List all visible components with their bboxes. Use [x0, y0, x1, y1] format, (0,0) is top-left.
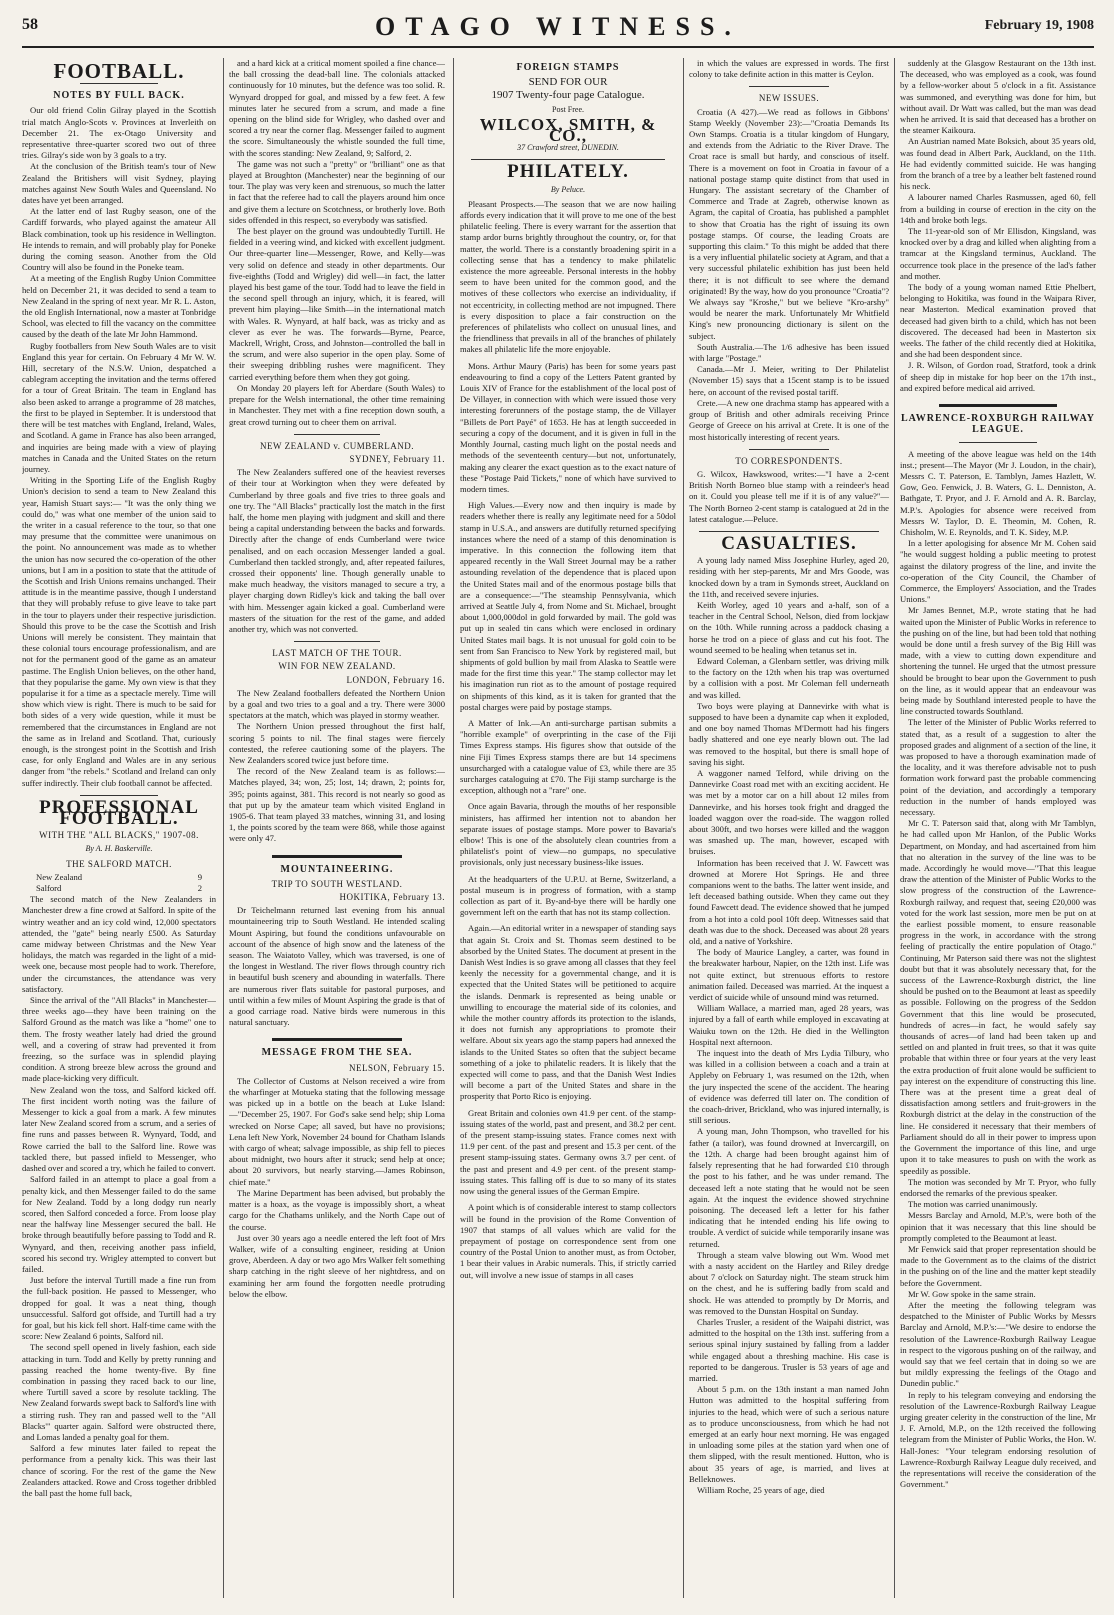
rule — [959, 442, 1037, 443]
rule — [80, 795, 158, 796]
paragraph: At the headquarters of the U.P.U. at Berne, Switzerland, a postal museum is in progress of formation, with a stamp collection as part of it. By-and-bye there will be hardly one government left on the earth that has not its stamp collection. — [460, 873, 676, 918]
salford-body — [22, 894, 216, 1499]
paragraph: G. Wilcox, Hawkswood, writes:—"I have a 2-cent British North Borneo blue stamp with a reindeer's head on it. Could you please tell me if it is of any value?"—The North Borneo 2-cent stamp is catalogued at 2d in the latest catalogue.—Peluce. — [689, 468, 889, 524]
paragraph: In a letter apologising for absence Mr M. Cohen said "he would suggest holding a public meeting to protest against the dilatory progress of the line, and invite the co-operation of the City Council, the Chamber of Commerce, the Employers' Association, and the Trades Unions." — [900, 538, 1096, 605]
new-issues-heading: NEW ISSUES. — [758, 93, 820, 104]
paragraph: Two boys were playing at Dannevirke with what is supposed to have been a dynamite cap when it exploded, and one boy named Thomas M'Dermott had his fingers badly shattered and one eye nearly blown out. The lad was removed to the hospital, but there is small hope of saving his sight. — [689, 700, 889, 767]
paragraph: South Australia.—The 1/6 adhesive has been issued with large "Postage." — [689, 341, 889, 364]
paragraph: Crete.—A new one drachma stamp has appeared with a group of British and other admirals receiving Prince George of Greece on his arrival at Crete. It is one of the most historically interesting of recent years. — [689, 397, 889, 442]
paragraph: Since the arrival of the "All Blacks" in Manchester—three weeks ago—they have been training on the Salford Ground as the match was like a "home" one to them. The frosty weather lately had dried the ground well, and a covering of straw had prevented it from freezing, so the surface was in splendid playing condition. A strong breeze blew across the ground and made place-kicking very difficult. — [22, 995, 216, 1084]
paragraph: New Zealand won the toss, and Salford kicked off. The first incident worth noting was the failure of Messenger to kick a goal from a mark. A few minutes later New Zealand scored from a scrum, and a series of fine runs and passes between R. Wynyard, Todd, and Rowe carried the ball to the Salford line. Rowe was tackled there, but passed infield to Messenger, who dashed over and scored a try, which he failed to convert. — [22, 1084, 216, 1174]
dateline: HOKITIKA, February 13. — [339, 892, 445, 903]
paragraph: Once again Bavaria, through the mouths of her responsible ministers, has affirmed her intention not to abandon her separate issues of postage stamps. More power to Bavaria's elbow! This is one of the absolutely clean countries from a philatelist's point of view—no gumpaps, no speculative provisionals, only just necessary business-like issues. — [460, 801, 676, 868]
mountaineering-heading: MOUNTAINEERING. — [280, 863, 394, 875]
sea-heading: MESSAGE FROM THE SEA. — [261, 1047, 413, 1059]
paragraph: Mr C. T. Paterson said that, along with Mr Tamblyn, he had called upon Mr Hanlon, of the Public Works Department, on Monday, and had ascertained from him that no alteration in the survey of the line was to be made. Accordingly he would move—"That this league draw the attention of the Minister of Public Works to the slow progress of the construction of the Lawrence-Roxburgh railway, and request that, seeing £20,000 was voted for the work last session, more men be put on at the earliest possible moment, to ensure reasonable progress in the work, in accordance with the strong feeling of practically the entire population of Otago." Continuing, Mr Paterson said there was not the slightest doubt but that it was absolutely necessary that, for the success of the Lawrence-Roxburgh district, the line should be pushed on to the Beaumont at least as speedily as possible. Following on the progress of the Seddon Government that this line would be prosecuted, hundreds of acres—in fact, he would safely say thousands of acres—of land had been taken up and settled on and planted in fruit trees, so that it was quite probable that within three or four years at the very least the extra production of fruit alone would be sufficient to pay interest on the expenditure of constructing this line. There was at the present time a great deal of dissatisfaction among settlers and fruit-growers in the Roxburgh district at the delay in the construction of the line. He considered it necessary that their members of Parliament should do all in their power to impress upon the Government the importance of this line, and urge upon it to take measures to push on with the work as speedily as possible. — [900, 818, 1096, 1176]
rule — [272, 855, 402, 858]
paragraph: suddenly at the Glasgow Restaurant on the 13th inst. The deceased, who was employed as a cook, was found by a fellow-worker about 5 o'clock in a fit. Assistance was summoned, and everything was done for him, but without avail. Dr Watt was called, but the man was dead when he arrived. It is said that deceased has a brother on the steamer Kaikoura. — [900, 58, 1096, 136]
paragraph: Salford failed in an attempt to place a goal from a penalty kick, and then Messenger failed to do the same for New Zealand. Todd by a long dodgy run nearly scored, then Salford conceded a force. From loose play near the halfway line Messenger secured the ball. He broke through beautifully before passing to Todd and R. Wynyard, and then, receiving another pass infield, scored his second try. Wrigley attempted to convert but failed. — [22, 1174, 216, 1274]
correspondents-heading: TO CORRESPONDENTS. — [735, 455, 843, 466]
new-issues-body — [689, 107, 889, 443]
paragraph: Through a steam valve blowing out Wm. Wood met with a nasty accident on the Hartley and Riley dredge about 7 o'clock on Saturday night. The steam struck him on the chest, and he is suffering badly from scald and shock. He was attended to promptly by Dr Morris, and was removed to the Dunstan Hospital on Sunday. — [689, 1249, 889, 1316]
column-divider — [453, 58, 454, 1598]
paragraph: The body of Maurice Langley, a carter, was found in the breakwater harbour, Napier, on the 12th inst. Life was not quite extinct, but strenuous efforts to restore animation failed. Deceased was married. At the inquest a verdict of suicide while of unsound mind was returned. — [689, 947, 889, 1003]
paragraph: A meeting of the above league was held on the 14th inst.; present—The Mayor (Mr J. Loudon, in the chair), Messrs C. T. Paterson, E. Tamblyn, James Hazlett, W. Gow, Geo. Fenwick, J. B. Waters, G. L. Denniston, A. Bathgate, T. Pryor, and J. F. Arnold and A. R. Barclay, M.P.'s. Apologies for absence were received from Messrs W. Taylor, D. E. Theomin, M. Cohen, R. Chisholm, W. E. Reynolds, and T. K. Sidey, M.P. — [900, 448, 1096, 537]
section-heading-philately: PHILATELY. — [507, 161, 629, 183]
byline: By A. H. Baskerville. — [85, 844, 153, 854]
paragraph: After the meeting the following telegram was despatched to the Minister of Public Works by Messrs Barclay and Arnold, M.P.'s:—"We desire to endorse the resolution of the Lawrence-Roxburgh Railway League in respect to the vigorous pushing on of the railway, and would say that we feel certain that in doing so we are but mildly expressing the feelings of the Otago and Dunedin public." — [900, 1299, 1096, 1389]
paragraph: A labourer named Charles Rasmussen, aged 60, fell from a building in course of erection in the city on the 14th and broke both legs. — [900, 192, 1096, 225]
paragraph: Again.—An editorial writer in a newspaper of standing says that again St. Croix and St. Thomas seem destined to be absorbed by the United States. The document at present in the Danish West Indies is so grave among all classes that they feel keenly the necessity for a governmental change, and it is expected that the United States will be petitioned to acquire the islands. Denmark is represented as being unable or unwilling to encourage the material side of its colonies, and while the mother country affords its protection to the islands, it does not furnish any appropriations to promote their welfare. About six years ago the stamp papers had annexed the islands to the United States so often that the subject became something of a joke to philatelic readers. It is likely that the expected will come to pass, and that the Danish West Indies will become a part of the United States and share in the prosperity that Porto Rico is enjoying. — [460, 923, 676, 1102]
paragraph: The letter of the Minister of Public Works referred to stated that, as a result of a suggestion to alter the proposed grades and alignment of a section of the line, it was proposed to have a thorough examination made of the locality, and it was therefore advisable not to push formation work forward past the probable commencing point of the deviation, and accordingly a temporary reduction in the number of hands employed was necessary. — [900, 717, 1096, 817]
paragraph: Writing in the Sporting Life of the English Rugby Union's decision to send a team to New Zealand this year, Hamish Stuart says:— "It was the only thing we could do," was what one member of the union said to the writer in a casual reference to the tour, so that one may presume that the committee were unanimous on the point. No announcement was made as to whether the union has now secured the co-operation of the other unions, but I am in a position to state that the attitude of the Scottish and Irish Unions remains unchanged. Their attitude is in the meantime passive, though I understand that they will probably refuse to give leave to take part in the tour to players under their respective jurisdiction. Should this prove to be the case the Scottish and Irish Unions will merely be consistent. They maintain that these colonial tours encourage professionalism, and are not for the permanent good of the game as an amateur pastime. The English Union believes, on the other hand, that they popularise the game. My own view is that they popularise it for a time as a spectacle merely. Time will show which view is right. There is much to be said for both sides of a very wide question, while it must be remembered that the circumstances in England are not the same as in Ireland and Scotland. That, curiously enough, is the strongest point in the Scottish and Irish case, for only England and Wales are in any serious danger from "the rebels." Scotland and Ireland can only suffer indirectly. Their club football cannot be affected. — [22, 475, 216, 788]
salford-continued — [229, 58, 445, 428]
ad-line: SEND FOR OUR — [528, 76, 608, 89]
paragraph: A young man, John Thompson, who travelled for his father (a tailor), was found drowned at Invercargill, on the 12th. A charge had been brought against him of falsely representing that he had forwarded £10 through the post to his father, and he was under remand. The deceased left a note stating that he would not be seen again. At the inquest the evidence showed strychnine poisoning. The deceased left a letter for his father indicating that he intended ending his life owing to trouble. A verdict of suicide while temporarily insane was returned. — [689, 1126, 889, 1249]
dateline: SYDNEY, February 11. — [349, 453, 445, 464]
ad-line: 1907 Twenty-four page Catalogue. — [491, 89, 645, 102]
rule — [471, 159, 665, 160]
rule — [294, 641, 380, 642]
ad-heading: FOREIGN STAMPS — [516, 62, 620, 73]
column-3 — [460, 58, 676, 1603]
rule — [749, 86, 829, 87]
paragraph: Our old friend Colin Gilray played in the Scottish trial match Anglo-Scots v. Provinces at Inverleith on December 21. The ex-Otago University and representative three-quarter scored two out of three tries. Gilray's side won by 3 goals to a try. — [22, 105, 216, 161]
score-line — [22, 883, 216, 894]
paragraph: The 11-year-old son of Mr Ellisdon, Kingsland, was knocked over by a drag and killed when alighting from a tramcar at the Kingsland terminus, Auckland. The occurrence took place in the presence of the lad's father and mother. — [900, 226, 1096, 281]
masthead-rule — [22, 46, 1094, 48]
score-team: New Zealand — [36, 871, 83, 882]
rule — [272, 1038, 402, 1041]
dateline: NELSON, February 15. — [349, 1062, 445, 1073]
paragraph: Mr James Bennet, M.P., wrote stating that he had waited upon the Minister of Public Works in reference to the pushing on of the line, but had been told that nothing would be done until a fresh survey of the Big Hill was made, with a view to cutting down expenditure and shortening the tunnel. He urged that the utmost pressure should be brought to bear upon the Government to push on the line, as it would appear that an endeavour was being made by Southland interested people to have the line constructed towards Southland. — [900, 605, 1096, 717]
paragraph: Information has been received that J. W. Fawcett was drowned at Morere Hot Springs. He and three companions went to the baths. The latter went inside, and left deceased bathing outside. When they came out they found Fawcett dead. The evidence showed that he jumped from a hot into a cold pool 10ft deep. Witnesses said that death was due to the shock. Deceased was about 28 years old, and a native of Yorkshire. — [689, 857, 889, 947]
rule — [294, 434, 380, 435]
column-divider — [683, 58, 684, 1598]
paragraph: The game was not such a "pretty" or "brilliant" one as that played at Broughton (Manchester) near the beginning of our tour. The play was very keen and strenuous, so much the latter in fact that the referee had to call the players around him once and give them a lecture on Scotchness, or brotherly love. Both sides offended in this respect, so everybody was satisfied. — [229, 158, 445, 225]
section-heading-football: FOOTBALL. — [53, 59, 185, 83]
paragraph: Rugby footballers from New South Wales are to visit England this year for certain. On February 4 Mr W. W. Hill, secretary of the N.S.W. Union, despatched a cablegram accepting the invitation and the terms offered for a tour of Great Britain. The team in England has also been asked to arrange a programme of 28 matches, the first to be played in September. It is understood that there will be test matches with England, Ireland, Wales, and Scotland. A game in France has also been arranged, and inquiries are being made with a view of playing matches in Canada and the United States on the return journey. — [22, 340, 216, 474]
last-match-body — [229, 688, 445, 845]
last-match-subheading: WIN FOR NEW ZEALAND. — [278, 661, 396, 672]
paragraph: Mr Fenwick said that proper representation should be made to the Government as to the claims of the district in the pushing on of the line and the matter kept steadily before the Government. — [900, 1243, 1096, 1288]
score-points: 2 — [197, 883, 202, 894]
column-1 — [22, 58, 216, 1603]
notes-body — [22, 105, 216, 788]
rule — [80, 83, 158, 84]
paragraph: Mons. Arthur Maury (Paris) has been for some years past endeavouring to find a copy of the Letters Patent granted by Louis XIV of France for the establishment of the local post of De Villayer, in connection with which were issued those very interesting forerunners of the postage stamp, the de Villayer "Billets de Port Payé" of 1653. He has at length succeeded in securing a copy of the document, and it is given in full in the Monthly Journal, casting much light on the postal needs and methods of the seventeenth century—but not, unfortunately, making any clearer the exact question as to the exact nature of these "Postage Paid Tickets," none of which have survived to modern times. — [460, 360, 676, 494]
paragraph: Mr W. Gow spoke in the same strain. — [908, 1288, 1036, 1299]
paragraph: Great Britain and colonies own 41.9 per cent. of the stamp-issuing states of the world, past and present, and 38.2 per cent. of the present stamp-issuing states. France comes next with 11.9 per cent. of the past and present and 15.3 per cent. of the present stamp-issuing states. Germany owns 3.7 per cent. of the past and present and 4.9 per cent. of the present stamp-issuing states. This falling off is due to so many of its states now using the general issues of the German Empire. — [460, 1107, 676, 1197]
page-number: 58 — [22, 16, 38, 33]
paragraph: Messrs Barclay and Arnold, M.P.'s, were both of the opinion that it was necessary that this line should be promptly completed to the Beaumont at least. — [900, 1210, 1096, 1243]
paragraph: Charles Trusler, a resident of the Waipahi district, was admitted to the hospital on the 13th inst. suffering from a serious spinal injury sustained by falling from a ladder while engaged about a threshing machine. His case is reported to be dangerous. Trusler is 53 years of age and married. — [689, 1316, 889, 1383]
paragraph: At the conclusion of the British team's tour of New Zealand the Britishers will visit Sydney, playing matches against New South Wales and Queensland. No dates have yet been arranged. — [22, 161, 216, 206]
paragraph: The Marine Department has been advised, but probably the matter is a hoax, as the voyage is impossibly short, a wheat cargo for the Chathams unlikely, and the North Cape out of the course. — [229, 1187, 445, 1232]
article-subheading: WITH THE "ALL BLACKS," 1907-08. — [39, 830, 199, 841]
paragraph: Pleasant Prospects.—The season that we are now hailing affords every indication that it will prove to me one of the best philatelic feeling. There is every warrant for the assertion that stamp ardor burns brightly throughout the country, or, for that matter, the world. There is a constantly broadening spirit in a collecting sense that has a tendency to make philatelic existence the more agreeable. Personal interests in the hobby seem to have been united for the common good, and the motives of these collectors who exercise an individuality, if not eccentricity, in collecting method are not impugned. There is every disposition to place a fair construction on the preferences of philatelists who collect on unusual lines, and the friendliness that prevails in all of the branches of philately makes all philatelic life the more enjoyable. — [460, 198, 676, 355]
article-heading-professional-football: PROFESSIONAL FOOTBALL. — [39, 796, 199, 829]
last-match-heading: LAST MATCH OF THE TOUR. — [272, 648, 402, 659]
paragraph: Edward Coleman, a Glenbarn settler, was driving milk to the factory on the 12th when his trap was overturned by a collision with a post. Mr Coleman fell underneath and was killed. — [689, 655, 889, 700]
score-line — [22, 872, 216, 883]
column-5 — [900, 58, 1096, 1603]
paragraph: The motion was carried unanimously. — [908, 1199, 1038, 1210]
article-heading-railway-league: LAWRENCE-ROXBURGH RAILWAY LEAGUE. — [900, 413, 1095, 436]
ad-line: Post Free. — [552, 104, 584, 114]
paragraph: On Monday 20 players left for Aberdare (South Wales) to prepare for the Welsh international, the other time remaining in Manchester. They met with a fine reception down south, a great crowd turning out to cheer them on arrival. — [229, 382, 445, 427]
philately-continued — [689, 58, 889, 80]
paragraph: About 5 p.m. on the 13th instant a man named John Hutton was admitted to the hospital suffering from injuries to the head, which were of such a serious nature as to produce unconsciousness, from which he had not emerged at an early hour next morning. He was engaged in unloading some piles at the station yard when one of them slipped, with the result mentioned. Hutton, who is about 35 years of age, is married, and lives at Belleknowes. — [689, 1384, 889, 1484]
paragraph: Just before the interval Turtill made a fine run from the full-back position. He passed to Messenger, who dropped for goal. It was a neat thing, though unsuccessful. Salford got offside, and Turtill had a try for goal, but his kick fell short. Half-time came with the score: New Zealand 6 points, Salford nil. — [22, 1275, 216, 1342]
stamps-advertisement — [460, 62, 676, 153]
paragraph: Keith Worley, aged 10 years and a-half, son of a teacher in the Central School, Nelson, died from lockjaw on the 10th. While running across a paddock chasing a horse he trod on a piece of glass and cut his foot. The wound seemed to be healing when tetanus set in. — [689, 599, 889, 655]
paragraph: The New Zealanders suffered one of the heaviest reverses of their tour at Workington when they were defeated by Cumberland by three goals and five tries to three goals and one try. The "All Blacks" practically lost the match in the first half, the home men playing with judgment and skill and there being a capital understanding between the backs and forwards. Directly after the change of ends Cumberland were twice penalised, and on each occasion Messenger landed a goal. Cumberland then tackled strongly, and, after repeated failures, crossed their opponents' line. Though generally unable to make much headway, the visitors managed to secure a try, a player charging down Ridley's kick and taking the ball over with him. Messenger again kicked a goal. Cumberland were masters of the situation for the rest of the game, and added another try, which was not converted. — [229, 467, 445, 634]
paragraph: William Roche, 25 years of age, died — [697, 1484, 825, 1495]
paragraph: The Northern Union pressed throughout the first half, scoring 5 points to nil. The final stages were fiercely contested, the referee cautioning some of the players. The New Zealanders scored twice just before time. — [229, 721, 445, 765]
byline: By Peluce. — [550, 184, 586, 194]
rule — [939, 404, 1057, 407]
column-4 — [689, 58, 889, 1603]
paragraph: The inquest into the death of Mrs Lydia Tilbury, who was killed in a collision between a coach and a train at Appleby on February 1, was resumed on the 12th, when the jury inspected the scene of the accident. The hearing of evidence was deferred till later on. The condition of the coach-driver, Brickland, who was injured internally, is still serious. — [689, 1048, 889, 1126]
dateline: LONDON, February 16. — [346, 674, 445, 685]
paragraph: An Austrian named Mate Boksich, about 35 years old, was found dead in Albert Park, Auckland, on the 11th. He had evidently committed suicide. He was hanging from the branch of a tree by a leather belt fastened round his neck. — [900, 136, 1096, 192]
paragraph: At a meeting of the English Rugby Union Committee held on December 21, it was decided to send a team to New Zealand in the spring of next year. Mr R. L. Aston, the old English International, now a master at Tonbridge School, was elected to fill the vacancy on the committee caused by the death of the late Mr John Hammond. — [22, 273, 216, 340]
paragraph: The record of the New Zealand team is as follows:—Matches played, 34; won, 25; lost, 14; drawn, 2; points for, 395; points against, 381. This record is not nearly so good as that put up by the amateur team which visited England in 1905-6. That team played 33 matches, winning 31, and losing 1, the points scored by the team were 868, while those against were only 47. — [229, 766, 445, 844]
paragraph: and a hard kick at a critical moment spoiled a fine chance—the ball crossing the dead-ball line. The colonials attacked continuously for 10 minutes, but the defence was too solid. R. Wynyard dropped for goal, and missed by a few feet. A few minutes later he secured from a scrum, and made a fine opening on the blind side for Wrigley, who dashed over and scored a try near the corner flag. Messenger failed to augment the score. Simultaneously the whistle sounded the full time, with the scores standing: New Zealand, 9; Salford, 2. — [229, 58, 445, 158]
railway-league-body — [900, 449, 1096, 1491]
paragraph: The best player on the ground was undoubtedly Turtill. He fielded in a veering wind, and kicked with excellent judgment. Our three-quarter line—Messenger, Rowe, and Kelly—was very solid on defence and steady in other departments. Our five-eighths (Todd and Wrigley) did well—in fact, the latter played his best game of the tour. Todd had to leave the field in the second spell through an injury, which, it is feared, will prevent him playing—like Smith—in the international match with Wales. R. Wynyard, at half back, was as tricky and as clever as ever he was. The forwards—Byrne, Pearce, Mackrell, Wright, Cross, and Johnston—controlled the ball in the scrum, and were also superior in the open play. Some of their sweeping dribbling rushes were magnificent. They carried everything before them when they got going. — [229, 226, 445, 382]
casualties-body — [689, 555, 889, 1496]
correspondents-body — [689, 469, 889, 525]
paragraph: The motion was seconded by Mr T. Pryor, who fully endorsed the remarks of the previous speaker. — [900, 1176, 1096, 1198]
paragraph: The second match of the New Zealanders in Manchester drew a fine crowd at Salford. In spite of the wintry weather and an icy cold wind, 12,000 spectators attended, the "gate" being nearly £500. As Saturday came midway between Christmas and the New Year holidays, the match was regarded in the light of a mid-week one, because most people had to work. Therefore, under the circumstances, the attendance was very satisfactory. — [22, 894, 216, 994]
philately-body — [460, 199, 676, 1281]
paragraph: In reply to his telegram conveying and endorsing the resolution of the Lawrence-Roxburgh Railway League urging greater celerity in the construction of the line, Mr J. F. Arnold, M.P., on the 12th received the following telegram from the Minister of Public Works, the Hon. W. Hall-Jones: "Your telegram endorsing resolution of Lawrence-Roxburgh Railway League duly received, and the representations will receive the consideration of the Government." — [900, 1389, 1096, 1490]
paragraph: A point which is of considerable interest to stamp collectors will be found in the provision of the Rome Convention of 1907 that stamps of all values which are valid for the prepayment of postage on correspondence sent from one country of the Postal Union to another must, as from October, 1 bear their values in Arabic numerals. This, if strictly carried out, will involve a new issue of stamps in all cases — [460, 1202, 676, 1280]
paragraph: Canada.—Mr J. Meier, writing to Der Philatelist (November 15) says that a 15cent stamp is to be issued here, on account of the revised postal tariff. — [689, 364, 889, 397]
paragraph: The body of a young woman named Ettie Phelbert, belonging to Hokitika, was found in the Waipara River, near Masterton. Medical examination proved that deceased had given birth to a child, which has not been discovered. The deceased had been in Masterton six weeks. The father of the child recently died at Hokitika, and she had been despondent since. — [900, 282, 1096, 360]
newspaper-title: OTAGO WITNESS. — [375, 12, 741, 41]
paragraph: At the latter end of last Rugby season, one of the Cardiff forwards, who played against the amateur All Black combination, took up his residence in Wellington. He intends to remain, and will probably play for Poneke during the coming season. Another from the Old Country will also be found in the Poneke team. — [22, 206, 216, 273]
cumberland-heading: NEW ZEALAND v. CUMBERLAND. — [260, 440, 414, 451]
paragraph: Dr Teichelmann returned last evening from his annual mountaineering trip to South Westland. He intended scaling Mount Aspiring, but found the conditions unfavourable on account of the absence of high snow and the lateness of the season. The Waiatoto Valley, which was traversed, is one of the longest in Westland. The river flows through country rich in beautiful bush scenery and abounding in waterfalls. There are numerous river flats suitable for pastoral purposes, and until within a few miles of Mount Aspiring the grade is that of a good carriage road. Native birds were numerous in this natural sanctuary. — [229, 905, 445, 1028]
sea-body — [229, 1076, 445, 1300]
score-points: 9 — [197, 871, 202, 882]
paragraph: Salford a few minutes later failed to repeat the performance from a penalty kick. This was their last chance of scoring. For the rest of the game the New Zealanders attacked. Rowe and Cross together dribbled the ball past the home full back, — [22, 1443, 216, 1498]
paragraph: The New Zealand footballers defeated the Northern Union by a goal and two tries to a goal and a try. There were 3000 spectators at the match, which was played in stormy weather. — [229, 687, 445, 721]
paragraph: Croatia (A 427).—We read as follows in Gibbons' Stamp Weekly (November 23):—"Croatia Demands Its Own Stamps. Croatia is a titular kingdom of Hungary, and extends from the Adriatic to the River Drave. The Croat race is small but hardy, and conscious of itself. There is a movement on foot in Croatia in favour of a national postage stamp quite distinct from that used in Hungary. The assistant secretary of the Chamber of Commerce and Trade at Zagreb, otherwise known as Agram, the capital of Croatia, has published a pamphlet to show that Croatia has the right of issuing its own postage stamps. Of course, the leading Croats are supporting this claim." To this might be added that there is a very influential philatelic society at Agram, and that a very successful philatelic exhibition has just been held there; it is not difficult to see where the demand originated! By the way, how do you pronounce "Croatia"? We always say "Kroshe," but we believe "Kro-arshy" would be nearer the mark. Unfortunately Mr Whitfield King's new pronouncing dictionary is silent on the subject. — [689, 106, 889, 341]
column-divider — [223, 58, 224, 1598]
column-2 — [229, 58, 445, 1603]
masthead — [22, 10, 1094, 48]
column-divider — [894, 58, 895, 1598]
paragraph: The Collector of Customs at Nelson received a wire from the wharfinger at Motueka stating that the following message was picked up in a bottle on the beach at Luke Island:—"December 25, 1907. For God's sake send help; ship Loma wrecked on Norse Cape; all saved, but have no provisions; Lena left New York, November 24 bound for Chatham Islands with cargo of wheat; salvage impossible, as ship fell to pieces about midnight, two hours after it struck; send help at once; about 20 survivors, but nearly starving.—James Robinson, chief mate." — [229, 1075, 445, 1187]
paragraph: High Values.—Every now and then inquiry is made by readers whether there is really any legitimate need for a 50dol stamp in U.S.A., and answers are dutifully returned specifying instances where the need of a stamp of this denomination is imperative. In this connection the following item that appeared recently in the Wall Street Journal may be a rather astounding revelation of the dependence that is placed upon the United States mail and of the enormous postage bills that are a consequence:—"The steamship Pennsylvania, which arrived at Seattle July 4, from Nome and St. Michael, brought about 1,000,000dol in gold forwarded by mail. The gold was put up in sealed tin cans which were enclosed in ordinary United States mail bags. It is not unusual for gold coin to be sent from San Francisco to New York by registered mail, but shipments of gold bullion by mail from Alaska to Seattle were made for the first time this year." The stamp collector may let his imagination run riot as to the amount of postage required on shipments of this kind, as it is taken for granted that the postal charges were paid by postage stamps. — [460, 500, 676, 712]
rule — [749, 449, 829, 450]
paragraph: J. R. Wilson, of Gordon road, Stratford, took a drink of sheep dip in mistake for hop beer on the 17th inst., and expired before medical aid arrived. — [900, 360, 1096, 393]
paragraph: A Matter of Ink.—An anti-surcharge partisan submits a "horrible example" of overprinting in the case of the Fiji Times Express stamps. His figures show that outside of the nine Fiji Times Express stamps there are but 14 specimens unsurcharged with a catalogue value of £3, while there are 35 surcharges cataloguing at £70. The Fiji stamp surcharge is the exception, although not a "rare" one. — [460, 717, 676, 796]
paragraph: William Wallace, a married man, aged 28 years, was injured by a fall of earth while employed in excavating at Waiuku town on the 12th. He died in the Wellington Hospital next afternoon. — [689, 1003, 889, 1047]
cumberland-body — [229, 467, 445, 635]
casualties-continued — [900, 58, 1096, 394]
paragraph: A waggoner named Telford, while driving on the Dannevirke Coast road met with an exciting accident. He was met by a motor car on a hill about 12 miles from Dannevirke, and his horses took fright and dragged the loaded waggon over the road-side. The waggon rolled about 300ft, and two horses were killed and the waggon was smashed up. The man, however, escaped with bruises. — [689, 767, 889, 857]
rule — [699, 531, 879, 532]
paragraph: Just over 30 years ago a needle entered the left foot of Mrs Walker, wife of a consulting engineer, residing at Union grove, Aberdeen. A day or two ago Mrs Walker felt something sharp catching in the right sleeve of her nightdress, and on examining her arm found the forgotten needle protruding below the elbow. — [229, 1232, 445, 1299]
article-heading-notes: NOTES BY FULL BACK. — [53, 90, 185, 102]
section-heading-casualties: CASUALTIES. — [721, 532, 857, 554]
score-team: Salford — [36, 883, 62, 894]
issue-date: February 19, 1908 — [984, 18, 1094, 33]
mountaineering-body — [229, 905, 445, 1028]
ad-address: 37 Crawford street, DUNEDIN. — [517, 143, 619, 153]
paragraph: in which the values are expressed in words. The first colony to take definite action in this matter is Ceylon. — [689, 58, 889, 80]
salford-heading: THE SALFORD MATCH. — [66, 858, 172, 869]
ad-firm-name: WILCOX, SMITH, & CO., — [479, 114, 657, 146]
paragraph: The second spell opened in lively fashion, each side attacking in turn. Todd and Kelly by pretty running and passing reached the home twenty-five. By fine combination in passing they raced back to our line, where Turtill saved a score by resolute tackling. The New Zealand forwards swept back to Salford's line with a stirring rush. They ran and passed well to the "All Blacks'" quarter again. Salford were obstructed there, and Lomas landed a penalty goal for them. — [22, 1342, 216, 1442]
mountaineering-subheading: TRIP TO SOUTH WESTLAND. — [271, 878, 403, 889]
paragraph: A young lady named Miss Josephine Hurley, aged 20, residing with her step-parents, Mr and Mrs Goode, was knocked down by a tram in Symonds street, Auckland on the 11th, and received severe injuries. — [689, 555, 889, 599]
